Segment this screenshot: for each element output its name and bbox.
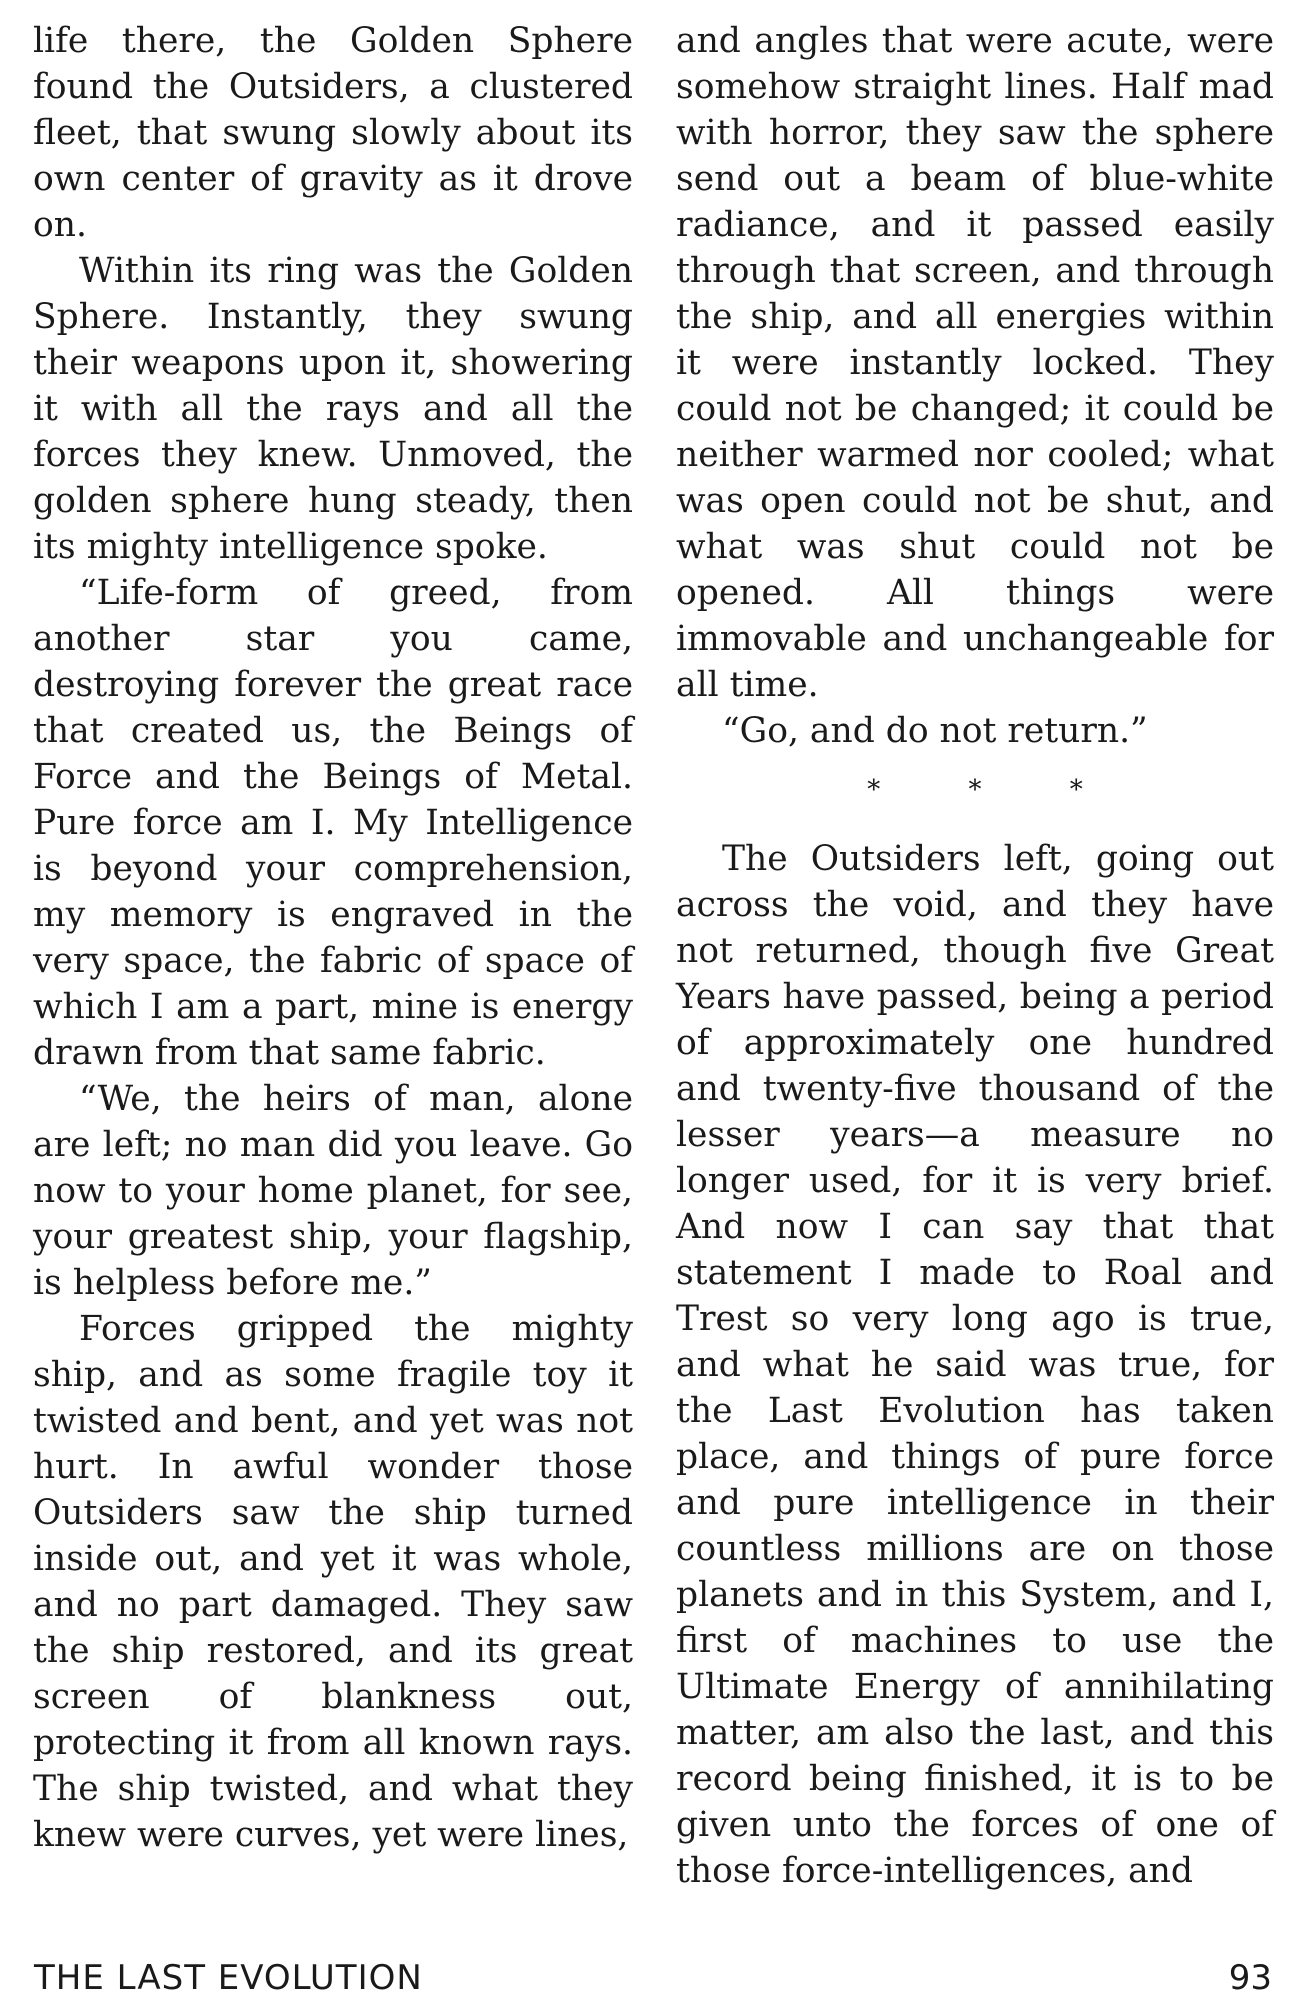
paragraph: The Outsiders left, going out across the void, and they have not returned, though five Great Years have passed, being a period of approximately one hundred and twenty-five thousand of the lesser years—a measure no longer used, for it is very brief. And now I can say that that statement I made to Roal and Trest so very long ago is true, and what he said was true, for the Last Evolution has taken place, and things of pure force and pure intelligence in their countless millions are on those planets and in this System, and I, first of machines to use the Ultimate Energy of annihilating matter, am also the last, and this record being finished, it is to be given unto the forces of one of those force-intelligences, and bbox=[676, 839, 1274, 1891]
paragraph: Within its ring was the Golden Sphere. Instantly, they swung their weapons upon it, showering it with all the rays and all the forces they knew. Unmoved, the golden sphere hung steady, then its mighty intelligence spoke. bbox=[33, 251, 633, 567]
paragraph: and angles that were acute, were somehow straight lines. Half mad with horror, they saw the sphere send out a beam of blue-white radiance, and it passed easily through that screen, and through the ship, and all energies within it were instantly locked. They could not be changed; it could be neither warmed nor cooled; what was open could not be shut, and what was shut could not be opened. All things were immovable and unchangeable for all time. bbox=[676, 21, 1274, 705]
paragraph: Forces gripped the mighty ship, and as some fragile toy it twisted and bent, and yet was not hurt. In awful wonder those Outsiders saw the ship turned inside out, and yet it was whole, and no part damaged. They saw the ship restored, and its great screen of blankness out, protecting it from all known rays. The ship twisted, and what they knew were curves, yet were lines, bbox=[33, 1309, 633, 1855]
paragraph: “We, the heirs of man, alone are left; no man did you leave. Go now to your home planet, for see, your greatest ship, your flagship, is helpless before me.” bbox=[33, 1079, 633, 1303]
section-separator: * * * bbox=[867, 775, 1123, 805]
right-column bbox=[676, 18, 1274, 1894]
left-column bbox=[33, 18, 633, 1858]
paragraph: life there, the Golden Sphere found the Outsiders, a clustered fleet, that swung slowly about its own center of gravity as it drove on. bbox=[33, 21, 633, 245]
paragraph: “Go, and do not return.” bbox=[722, 711, 1148, 751]
page-number: 93 bbox=[1228, 1958, 1272, 1998]
running-footer-title: THE LAST EVOLUTION bbox=[34, 1958, 423, 1998]
paragraph: “Life-form of greed, from another star you came, destroying forever the great race that created us, the Beings of Force and the Beings of Metal. Pure force am I. My Intelligence is beyond your comprehension, my memory is engraved in the very space, the fabric of space of which I am a part, mine is energy drawn from that same fabric. bbox=[33, 573, 633, 1073]
